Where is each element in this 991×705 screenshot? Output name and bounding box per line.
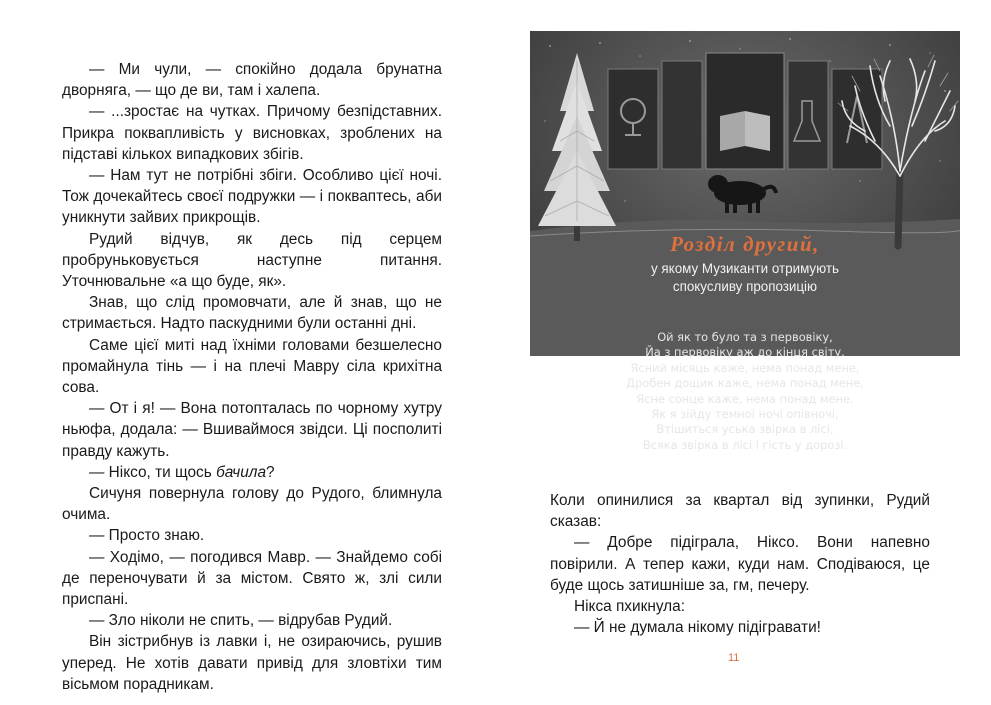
poem-line: Дробен дощик каже, нема понад мене, [626,376,864,391]
chapter-illustration [530,31,960,356]
poem-line: Як я зійду темної ночі опівночі, [651,407,839,422]
paragraph: — Й не думала нікому підігравати! [574,619,821,637]
bookshelf-panels [608,53,882,169]
paragraph: Коли опинилися за квартал від зупинки, Рудий сказав: [550,492,930,531]
left-page-text [62,59,442,695]
paragraph: — Нам тут не потрібні збіги. Особливо цієї ночі. Тож дочекайтесь своєї подружки — і покваптесь, аби уникнути зайвих прикрощів. [62,167,442,227]
paragraph: Рудий відчув, як десь під серцем пробруньковується наступне питання. Уточнювальне «а що буде, як». [62,230,442,291]
poem-line: Всяка звірка в лісі і гість у дорозі. [642,437,848,452]
paragraph: — Добре підіграла, Ніксо. Вони напевно повірили. А тепер кажи, куди нам. Сподіваюся, це буде щось затишніше за, гм, печеру. [550,534,930,594]
paragraph: Сичуня повернула голову до Рудого, блимнула очима. [62,485,442,524]
left-page [0,0,495,705]
paragraph: — ...зростає на чутках. Причому безпідставних. Прикра поквапливість у висновках, зроблених на підставі кількох випадкових збігів. [62,103,442,163]
chapter-title: Розділ другий, [670,232,820,256]
poem-line: Ой як то було та з первовіку, [657,330,833,344]
chapter-subtitle-line: спокусливу пропозицію [672,279,818,294]
paragraph: — Ми чули, — спокійно додала брунатна дворняга, — що де ви, там і халепа. [62,61,442,100]
poem-line: Ясне сонце каже, нема понад мене. [636,391,854,406]
right-page-text [550,490,930,638]
poem-line: Втішиться уська звірка в лісі, [656,422,834,437]
paragraph: Саме цієї миті над їхніми головами безшелесно промайнула тінь — і на плечі Мавру сіла крихітна сова. [62,336,442,397]
poem-line: Ясний місяць каже, нема понад мене, [630,360,860,375]
paragraph-with-italic: — Ніксо, ти щось бачила? [89,463,275,481]
paragraph: — Ходімо, — погодився Мавр. — Знайдемо собі де переночувати й за містом. Свято ж, злі сили приспані. [62,548,442,609]
italic-emphasis: бачила [216,463,267,481]
paragraph: — Зло ніколи не спить, — відрубав Рудий. [89,612,393,630]
paragraph: — Просто знаю. [89,527,205,545]
paragraph: — От і я! — Вона потопталась по чорному хутру ньюфа, додала: — Вшиваймося звідси. Ці посполиті правду кажуть. [62,400,442,460]
winter-scene-illustration [530,31,960,356]
paragraph: Знав, що слід промовчати, але й знав, що не стримається. Надто паскудними були останні дні. [62,294,442,333]
paragraph: Нікса пхикнула: [574,598,686,616]
epigraph-poem [530,330,960,453]
paragraph: Він зістрибнув із лавки і, не озираючись, рушив уперед. Не хотів давати привід для зловтіхи тим вісьмом порадникам. [62,633,442,693]
right-page [495,0,991,705]
chapter-heading [530,232,960,296]
poem-line: Йа з первовіку аж до кінця світу. [645,345,845,360]
chapter-subtitle-line: у якому Музиканти отримують [651,261,839,276]
page-number: 11 [728,652,740,664]
